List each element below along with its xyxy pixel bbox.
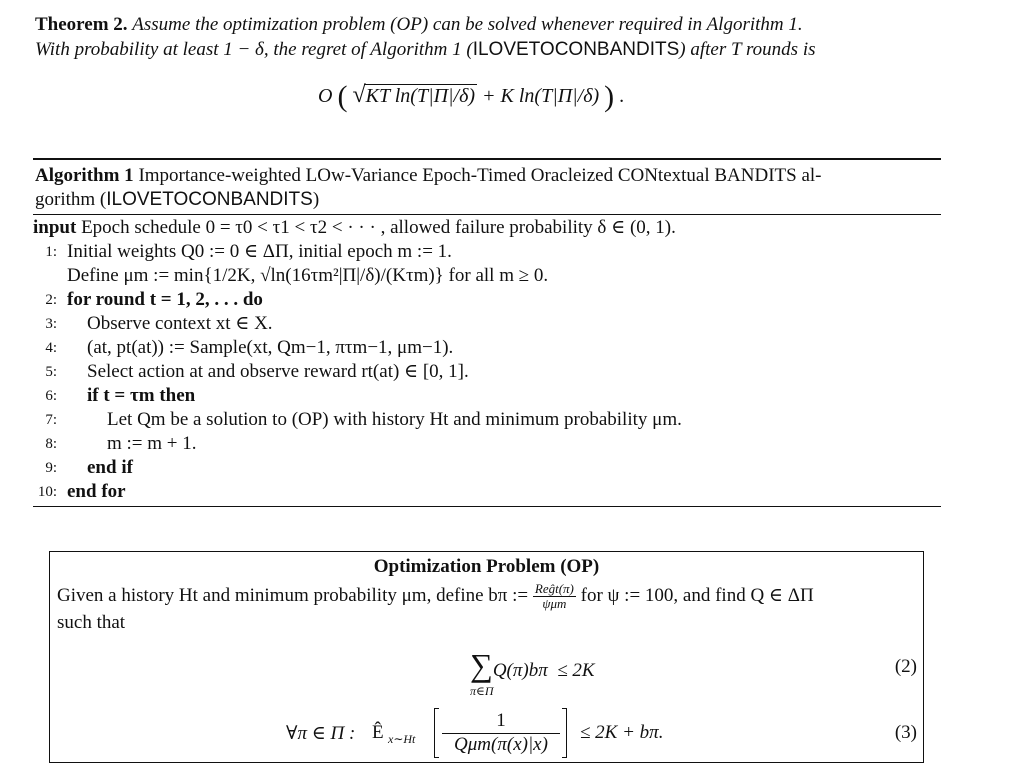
equation-2 xyxy=(470,647,595,698)
eq2-rhs: ≤ 2K xyxy=(557,660,595,681)
equation-3-number: (3) xyxy=(894,722,917,743)
sum-symbol: ∑ xyxy=(470,647,493,683)
theorem-line2b: ) after T rounds is xyxy=(679,39,816,60)
eq3-numerator: 1 xyxy=(496,710,506,731)
algorithm-label: Algorithm 1 xyxy=(35,165,134,186)
algorithm-input-line xyxy=(33,216,941,240)
op-definition-line xyxy=(57,582,814,611)
eq2-subscript: π∈Π xyxy=(470,684,494,698)
algorithm-line xyxy=(33,288,941,312)
line-text: end for xyxy=(67,481,126,502)
eq3-lead: ∀π ∈ Π : xyxy=(286,723,356,744)
line-number: 3: xyxy=(45,316,57,332)
line-number: 4: xyxy=(45,340,57,356)
formula-sqrt-term: KT ln(T|Π|/δ) xyxy=(365,85,476,107)
eq3-expectation-subscript: x∼Ht xyxy=(388,732,416,746)
line-number: 5: xyxy=(45,364,57,380)
regret-bound-formula: O ( √KT ln(T|Π|/δ) + K ln(T|Π|/δ) ) . xyxy=(318,80,625,113)
algorithm-title-part-b: gorithm ( xyxy=(35,189,107,210)
line-text xyxy=(33,216,676,240)
input-keyword: input xyxy=(33,217,77,238)
algorithm-line xyxy=(33,432,941,456)
op-such-that: such that xyxy=(57,612,126,633)
eq3-denominator: Qμm(π(x)|x) xyxy=(454,734,548,755)
eq3-rhs: ≤ 2K + bπ. xyxy=(580,722,664,743)
theorem-alg-name: ILOVETOCONBANDITS xyxy=(472,39,680,60)
op-title-text: Optimization Problem (OP) xyxy=(373,556,600,577)
line-number: 8: xyxy=(45,436,57,452)
line-text: Let Qm be a solution to (OP) with history Ht and minimum probability μm. xyxy=(107,409,682,430)
algorithm-line xyxy=(33,336,941,360)
line-text: (at, pt(at)) := Sample(xt, Qm−1, πτm−1, μm−1). xyxy=(87,337,454,358)
line-number: 7: xyxy=(45,412,57,428)
line-text: for round t = 1, 2, . . . do xyxy=(67,289,263,310)
algorithm-line xyxy=(33,312,941,336)
eq2-lhs: Q(π)bπ xyxy=(492,660,548,681)
line-number: 10: xyxy=(37,484,57,500)
input-text: Epoch schedule 0 = τ0 < τ1 < τ2 < · · · , allowed failure probability δ ∈ (0, 1). xyxy=(81,217,676,238)
algorithm-line xyxy=(33,384,941,408)
op-p1-part-b: for ψ := 100, and find Q ∈ ΔΠ xyxy=(580,584,814,606)
algorithm-block xyxy=(33,158,941,507)
line-number: 2: xyxy=(45,292,57,308)
op-title xyxy=(50,556,923,578)
algorithm-title xyxy=(33,160,941,214)
algorithm-line xyxy=(33,240,941,264)
algorithm-title-name: ILOVETOCONBANDITS xyxy=(106,189,313,210)
eq3-expectation: Ê xyxy=(372,722,384,743)
theorem-line2a: With probability at least 1 − δ, the regret of Algorithm 1 ( xyxy=(35,39,473,60)
equation-2-number: (2) xyxy=(894,656,917,677)
algorithm-line xyxy=(33,408,941,432)
op-p1-part-a: Given a history Ht and minimum probability μm, define bπ := xyxy=(57,584,529,606)
algorithm-title-part-a: Importance-weighted LOw-Variance Epoch-Timed Oracleized CONtextual BANDITS al- xyxy=(138,165,822,186)
line-number: 6: xyxy=(45,388,57,404)
optimization-problem-box xyxy=(49,551,924,763)
line-text: m := m + 1. xyxy=(107,433,197,454)
formula-tail-term: + K ln(T|Π|/δ) xyxy=(482,85,600,107)
formula-big-o: O xyxy=(318,85,333,107)
line-text: Define μm := min{1/2K, √ln(16τm²|Π|/δ)/(Kτm)} for all m ≥ 0. xyxy=(67,265,549,286)
algorithm-line xyxy=(33,360,941,384)
line-number: 9: xyxy=(45,460,57,476)
b-pi-fraction: $\frac{\text{Reĝt(π)}}{\text{ψμm}}$ xyxy=(534,581,574,611)
algorithm-line xyxy=(33,456,941,480)
line-text: Observe context xt ∈ X. xyxy=(87,313,273,334)
line-text: if t = τm then xyxy=(87,385,196,406)
line-text: end if xyxy=(87,457,133,478)
algorithm-title-part-c: ) xyxy=(312,189,320,210)
theorem-line1: Assume the optimization problem (OP) can be solved whenever required in Algorithm 1. xyxy=(132,14,803,35)
algorithm-line xyxy=(33,264,941,288)
line-text: Select action at and observe reward rt(at) ∈ [0, 1]. xyxy=(87,361,469,382)
theorem-label: Theorem 2. xyxy=(35,14,128,35)
theorem xyxy=(35,12,955,62)
line-text: Initial weights Q0 := 0 ∈ ΔΠ, initial epoch m := 1. xyxy=(67,241,452,262)
line-number: 1: xyxy=(45,244,57,260)
algorithm-line xyxy=(33,480,941,504)
